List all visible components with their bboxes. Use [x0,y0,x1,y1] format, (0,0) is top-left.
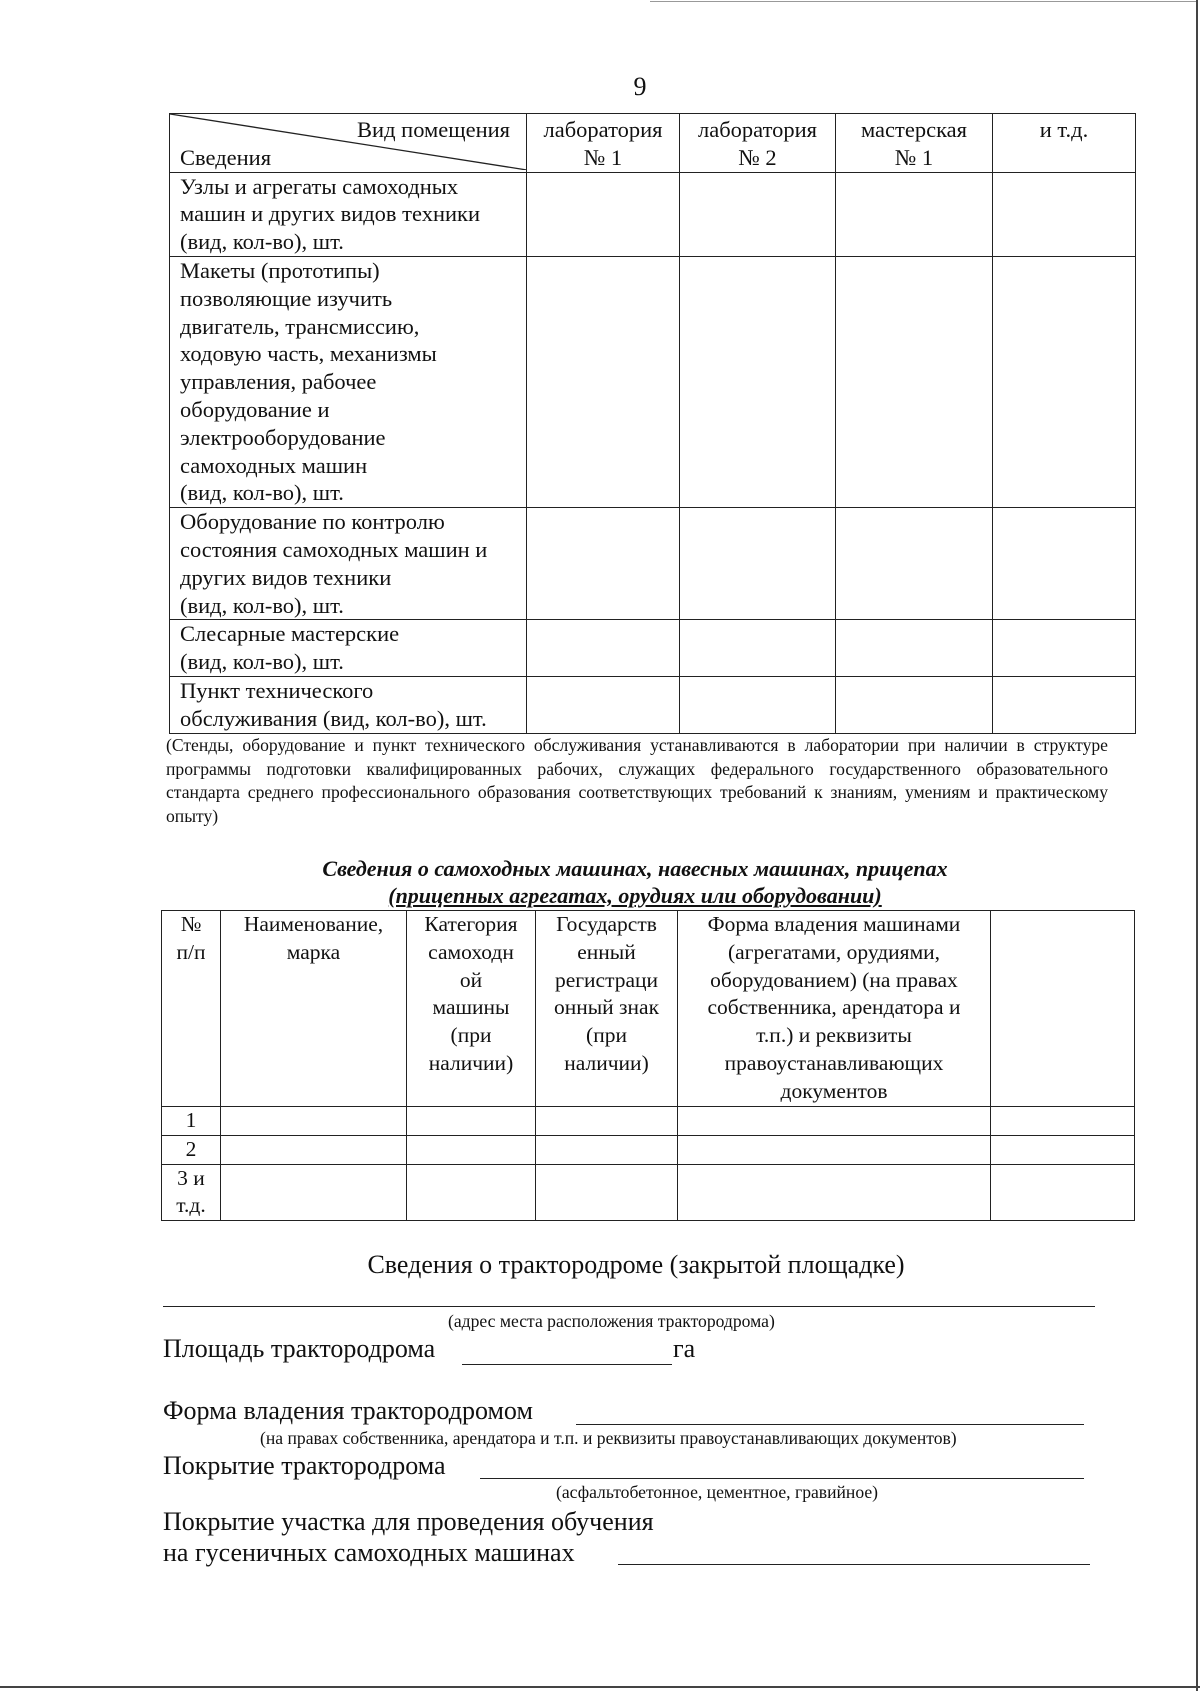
area-blank-line [462,1364,672,1365]
table-cell [678,1164,991,1221]
column-header: Наименование, марка [221,911,407,1107]
cover-caption: (асфальтобетонное, цементное, гравийное) [556,1482,879,1502]
table-row [170,172,1136,256]
page-edge-right [1196,0,1198,1691]
table-cell [407,1164,536,1221]
track-blank-line [618,1564,1090,1565]
table-cell [527,676,680,733]
table-cell [993,676,1136,733]
rooms-header-row [170,114,1136,173]
row-label: Макеты (прототипы) позволяющие изучить двигатель, трансмиссию, ходовую часть, механизмы управления, рабочее оборудование и электрооборудование самоходных машин (вид, кол-во), шт. [170,256,527,507]
table-cell [993,620,1136,677]
tractordrome-title: Сведения о трактородроме (закрытой площадке) [367,1250,905,1279]
table-row [170,676,1136,733]
diagonal-header-cell [170,114,527,173]
column-header: и т.д. [993,114,1136,173]
table-cell [221,1135,407,1164]
row-label: Узлы и агрегаты самоходных машин и других видов техники (вид, кол-во), шт. [170,172,527,256]
table-cell [527,620,680,677]
row-label: Пункт технического обслуживания (вид, кол-во), шт. [170,676,527,733]
table-cell [527,508,680,620]
table-cell [407,1135,536,1164]
table-cell [680,508,836,620]
table-cell [680,256,836,507]
rooms-table [169,113,1136,734]
table-cell [678,1135,991,1164]
table-cell [527,256,680,507]
table-cell [221,1164,407,1221]
table-cell [678,1106,991,1135]
table-cell [680,172,836,256]
header-room-type: Вид помещения [357,117,510,142]
header-info: Сведения [180,144,272,170]
equipment-note: (Стенды, оборудование и пункт технического обслуживания устанавливаются в лаборатории при наличии в структуре программы подготовки квалифицированных рабочих, служащих федерального государственного образовательного стандарта среднего профессионального образования соответствующих требований к знаниям, умениям и практическому опыту) [166,735,1108,826]
table-cell [991,1135,1135,1164]
machines-table [161,910,1135,1221]
table-cell [836,172,993,256]
column-header: Форма владения машинами (агрегатами, орудиями, оборудованием) (на правах собственника, арендатора и т.п.) и реквизиты правоустанавливающих документов [678,911,991,1107]
row-number: 2 [162,1135,221,1164]
address-caption: (адрес места расположения трактородрома) [448,1311,775,1331]
cover-label: Покрытие трактородрома [163,1451,446,1480]
table-cell [680,676,836,733]
cover-blank-line [480,1478,1084,1479]
ownership-label: Форма владения трактородромом [163,1396,533,1425]
table-cell [680,620,836,677]
table-cell [836,620,993,677]
area-unit: га [673,1334,696,1363]
track-label-line1: Покрытие участка для проведения обучения [163,1507,654,1536]
column-header: № п/п [162,911,221,1107]
table-cell [836,676,993,733]
track-label-line2: на гусеничных самоходных машинах [163,1538,575,1567]
table-cell [836,256,993,507]
table-row [162,1164,1135,1221]
table-cell [407,1106,536,1135]
table-cell [536,1164,678,1221]
ownership-blank-line [576,1424,1084,1425]
table-cell [991,1164,1135,1221]
row-number: 3 и т.д. [162,1164,221,1221]
row-number: 1 [162,1106,221,1135]
table-cell [836,508,993,620]
row-label: Слесарные мастерские (вид, кол-во), шт. [170,620,527,677]
table-row [170,508,1136,620]
page-edge-top [650,1,1198,2]
table-row [162,1135,1135,1164]
page-number: 9 [633,72,647,101]
machines-section-title: Сведения о самоходных машинах, навесных машинах, прицепах (прицепных агрегатах, орудиях или оборудовании) [322,856,948,908]
table-cell [993,508,1136,620]
table-cell [991,1106,1135,1135]
column-header: лаборатория № 2 [680,114,836,173]
column-header: мастерская № 1 [836,114,993,173]
area-label: Площадь трактородрома [163,1334,436,1363]
table-row [170,620,1136,677]
page-edge-bottom [0,1686,1200,1688]
table-cell [993,256,1136,507]
machines-header-row [162,911,1135,1107]
column-header: лаборатория № 1 [527,114,680,173]
table-cell [221,1106,407,1135]
row-label: Оборудование по контролю состояния самоходных машин и других видов техники (вид, кол-во), шт. [170,508,527,620]
column-header: Категория самоходн ой машины (при наличии) [407,911,536,1107]
ownership-caption: (на правах собственника, арендатора и т.п. и реквизиты правоустанавливающих документов) [260,1428,957,1448]
column-header: Государств енный регистраци онный знак (при наличии) [536,911,678,1107]
table-cell [527,172,680,256]
table-cell [536,1106,678,1135]
address-blank-line [163,1306,1095,1307]
table-cell [536,1135,678,1164]
column-header [991,911,1135,1107]
table-cell [993,172,1136,256]
table-row [162,1106,1135,1135]
table-row [170,256,1136,507]
